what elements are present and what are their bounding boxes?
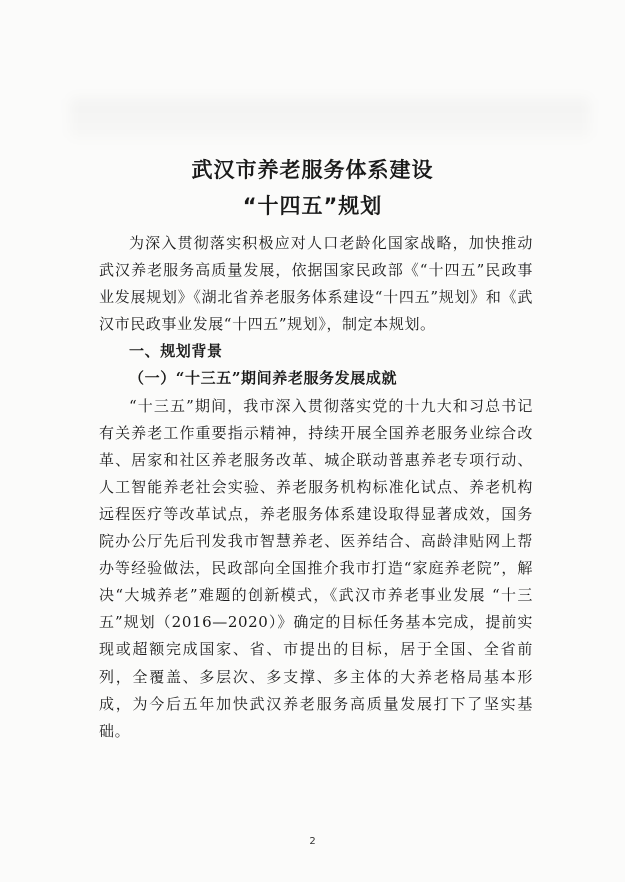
document-title-line2: “十四五”规划 xyxy=(242,194,383,218)
show-through-shadow xyxy=(70,98,590,138)
document-body xyxy=(99,230,533,745)
intro-paragraph: 为深入贯彻落实积极应对人口老龄化国家战略，加快推动武汉养老服务高质量发展，依据国家民政部《“十四五”民政事业发展规划》《湖北省养老服务体系建设“十四五”规划》和《武汉市民政事业发展“十四五”规划》，制定本规划。 xyxy=(99,234,533,334)
section-heading: 一、规划背景 xyxy=(129,342,223,361)
page-number: 2 xyxy=(309,836,316,847)
body-paragraph: “十三五”期间，我市深入贯彻落实党的十九大和习总书记有关养老工作重要指示精神，持续开展全国养老服务业综合改革、居家和社区养老服务改革、城企联动普惠养老专项行动、人工智能养老社会实验、养老服务机构标准化试点、养老机构远程医疗等改革试点，养老服务体系建设取得显著成效，国务院办公厅先后刊发我市智慧养老、医养结合、高龄津贴网上帮办等经验做法，民政部向全国推介我市打造“家庭养老院”，解决“大城养老”难题的创新模式，《武汉市养老事业发展 “十三五”规划（2016—2020）》确定的目标任务基本完成，提前实现或超额完成国家、省、市提出的目标，居于全国、全省前列，全覆盖、多层次、多支撑、多主体的大养老格局基本形成，为今后五年加快武汉养老服务高质量发展打下了坚实基础。 xyxy=(99,396,533,740)
document-title-line1: 武汉市养老服务体系建设 xyxy=(191,158,434,182)
subsection-heading: （一）“十三五”期间养老服务发展成就 xyxy=(129,369,398,388)
